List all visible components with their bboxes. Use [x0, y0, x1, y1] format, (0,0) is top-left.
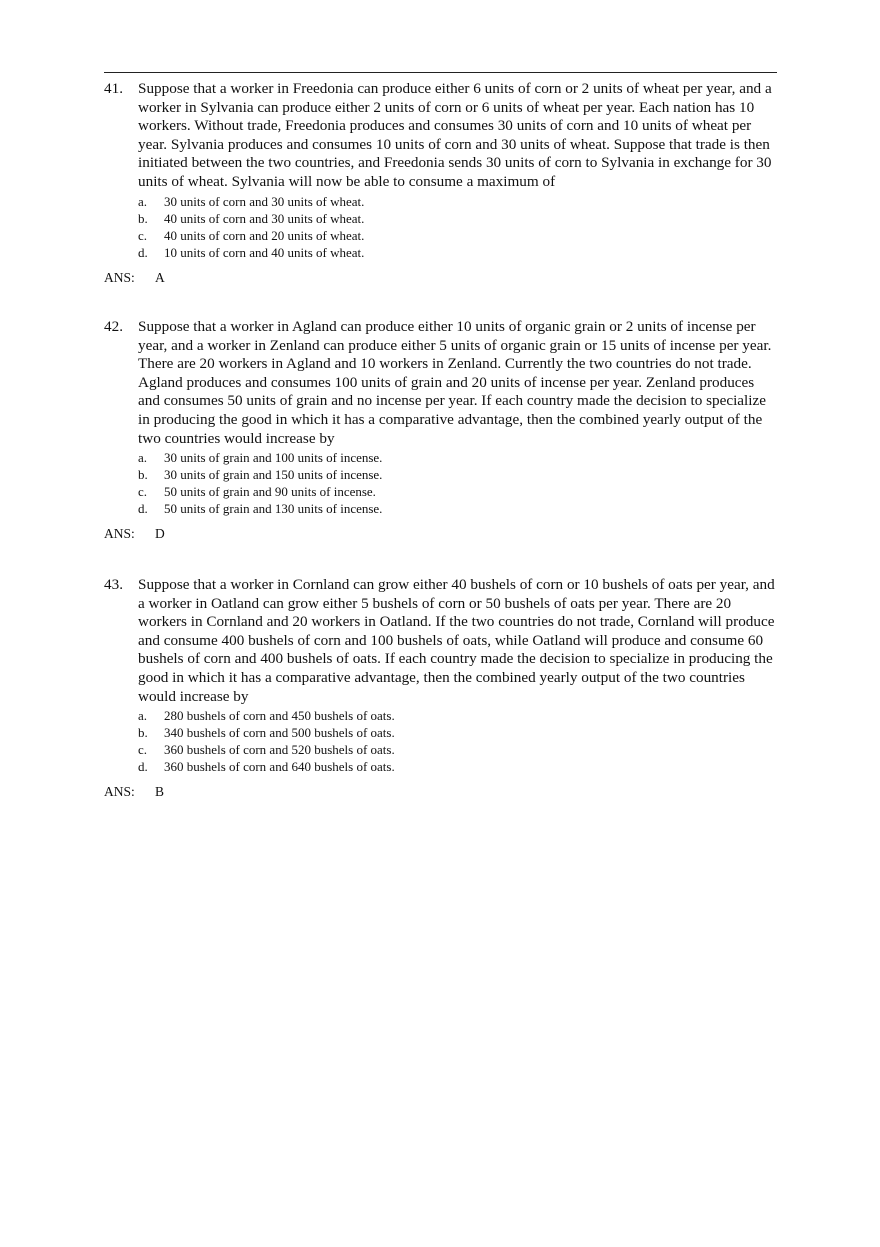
option-a	[138, 449, 777, 466]
question-number: 42.	[104, 318, 123, 335]
answer-value: A	[155, 269, 165, 285]
option-c	[138, 483, 777, 500]
option-d	[138, 758, 777, 775]
question-41	[104, 80, 777, 286]
option-text: 40 units of corn and 20 units of wheat.	[164, 227, 365, 243]
question-42	[104, 318, 777, 542]
answer-value: D	[155, 526, 165, 542]
question-number: 41.	[104, 80, 123, 97]
answer-label: ANS:	[104, 784, 135, 800]
option-text: 340 bushels of corn and 500 bushels of oats.	[164, 725, 395, 741]
option-c	[138, 227, 777, 244]
option-letter: d.	[138, 244, 148, 260]
answer-value: B	[155, 784, 165, 800]
option-text: 50 units of grain and 130 units of incense.	[164, 501, 383, 517]
option-letter: b.	[138, 210, 148, 226]
option-d	[138, 244, 777, 261]
option-b	[138, 724, 777, 741]
option-b	[138, 466, 777, 483]
option-a	[138, 707, 777, 724]
option-letter: a.	[138, 193, 148, 209]
answer-label: ANS:	[104, 269, 135, 285]
option-b	[138, 210, 777, 227]
option-letter: b.	[138, 467, 148, 483]
option-text: 40 units of corn and 30 units of wheat.	[164, 210, 365, 226]
option-text: 360 bushels of corn and 520 bushels of oats.	[164, 742, 395, 758]
option-letter: a.	[138, 708, 148, 724]
answer-label: ANS:	[104, 526, 135, 542]
option-text: 50 units of grain and 90 units of incense.	[164, 484, 376, 500]
option-letter: a.	[138, 450, 148, 466]
option-d	[138, 500, 777, 517]
option-c	[138, 741, 777, 758]
question-number: 43.	[104, 576, 123, 593]
answer-options	[138, 449, 777, 517]
option-text: 30 units of grain and 150 units of incense.	[164, 467, 383, 483]
question-text: Suppose that a worker in Cornland can grow either 40 bushels of corn or 10 bushels of oats per year, and a worker in Oatland can grow either 5 bushels of corn or 50 bushels of oats per year. There are 20 workers in Cornland and 20 workers in Oatland. If the two countries do not trade, Cornland will produce and consume 400 bushels of corn and 100 bushels of oats, while Oatland will produce and consume 60 bushels of corn and 400 bushels of oats. If each country made the decision to specialize in producing the good in which it has a comparative advantage, then the combined yearly output of the two countries would increase by	[138, 576, 775, 705]
answer-options	[138, 707, 777, 775]
option-text: 30 units of grain and 100 units of incense.	[164, 450, 383, 466]
question-43	[104, 576, 777, 800]
answer-line	[104, 525, 777, 542]
option-text: 360 bushels of corn and 640 bushels of oats.	[164, 759, 395, 775]
option-text: 10 units of corn and 40 units of wheat.	[164, 244, 365, 260]
option-letter: c.	[138, 742, 148, 758]
answer-line	[104, 269, 777, 286]
answer-line	[104, 783, 777, 800]
option-text: 280 bushels of corn and 450 bushels of oats.	[164, 708, 395, 724]
option-letter: d.	[138, 501, 148, 517]
option-letter: d.	[138, 759, 148, 775]
question-text: Suppose that a worker in Freedonia can produce either 6 units of corn or 2 units of wheat per year, and a worker in Sylvania can produce either 2 units of corn or 6 units of wheat per year. Each nation has 10 workers. Without trade, Freedonia produces and consumes 30 units of corn and 10 units of wheat per year. Sylvania produces and consumes 10 units of corn and 30 units of wheat. Suppose that trade is then initiated between the two countries, and Freedonia sends 30 units of corn to Sylvania in exchange for 30 units of wheat. Sylvania will now be able to consume a maximum of	[138, 80, 772, 190]
header-rule	[104, 72, 777, 73]
option-letter: b.	[138, 725, 148, 741]
option-letter: c.	[138, 484, 148, 500]
answer-options	[138, 193, 777, 261]
option-a	[138, 193, 777, 210]
option-text: 30 units of corn and 30 units of wheat.	[164, 193, 365, 209]
option-letter: c.	[138, 227, 148, 243]
question-text: Suppose that a worker in Agland can produce either 10 units of organic grain or 2 units of incense per year, and a worker in Zenland can produce either 5 units of organic grain or 15 units of incense per year. There are 20 workers in Agland and 10 workers in Zenland. Currently the two countries do not trade. Agland produces and consumes 100 units of grain and 20 units of incense per year. Zenland produces and consumes 50 units of grain and no incense per year. If each country made the decision to specialize in producing the good in which it has a comparative advantage, then the combined yearly output of the two countries would increase by	[138, 318, 772, 447]
